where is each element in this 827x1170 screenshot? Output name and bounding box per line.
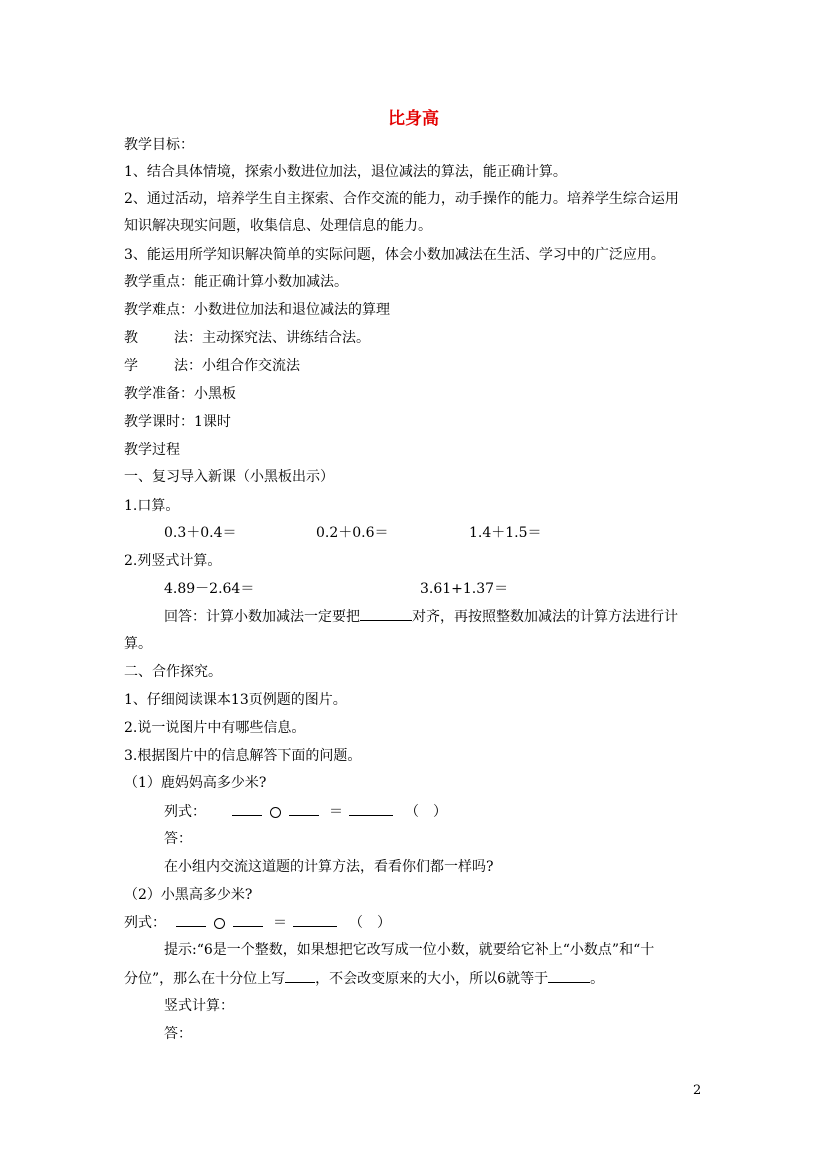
answer-text-b: 对齐，再按照整数加减法的计算方法进行计 [412,609,678,625]
key-point: 教学重点：能正确计算小数加减法。 [124,274,348,290]
difficulty: 教学难点：小数进位加法和退位减法的算理 [124,302,390,318]
formula-blank-2[interactable] [289,801,319,816]
teach-method-row [124,328,370,348]
teach-label: 教 [124,330,138,346]
formula-blank-1[interactable] [232,801,262,816]
vertical-item-2: 3.61+1.37＝ [420,581,509,597]
question-2: （2）小黑高多少米? [124,887,253,903]
formula-result-blank[interactable] [293,912,337,927]
goal-2-line-2: 知识解决现实问题，收集信息、处理信息的能力。 [124,218,432,234]
goals-heading: 教学目标： [124,137,194,153]
hint-text-2: ，不会改变原来的大小，所以6就等于 [315,971,549,987]
tenths-blank[interactable] [285,968,315,983]
answer-line-1 [164,606,678,627]
formula-label: 列式： [124,915,166,931]
answer-text-a: 回答：计算小数加减法一定要把 [164,609,360,625]
hint-line-2 [124,968,604,989]
equals-sign: ＝ [273,915,287,931]
step-2: 2.说一说图片中有哪些信息。 [124,720,306,736]
unit-paren-close: ） [377,915,391,931]
hint-text-3: 。 [590,971,605,987]
learn-label: 学 [124,358,138,374]
preparation: 教学准备：小黑板 [124,386,236,402]
formula-label: 列式： [164,804,206,820]
discussion-prompt: 在小组内交流这道题的计算方法，看看你们都一样吗? [164,859,494,875]
goal-1: 1、结合具体情境，探索小数进位加法，退位减法的算法，能正确计算。 [124,164,567,180]
question-1-formula [164,801,447,822]
vertical-calc-label: 竖式计算： [164,998,234,1014]
learn-method-row [124,356,300,376]
equals-sign: ＝ [329,804,343,820]
unit-paren-open: （ [405,804,419,820]
section-1-heading: 一、复习导入新课（小黑板出示） [124,469,334,485]
goal-3: 3、能运用所学知识解决简单的实际问题，体会小数加减法在生活、学习中的广泛应用。 [124,247,665,263]
formula-blank-2[interactable] [233,912,263,927]
hint-line-1: 提示:“6是一个整数，如果想把它改写成一位小数，就要给它补上“小数点”和“十 [164,942,655,958]
goal-2-line-1: 2、通过活动，培养学生自主探索、合作交流的能力，动手操作的能力。培养学生综合运用 [124,191,679,207]
vertical-item-1: 4.89－2.64＝ [164,581,255,597]
vertical-heading: 2.列竖式计算。 [124,553,222,569]
question-1-answer: 答： [164,831,192,847]
learn-method: 法：小组合作交流法 [174,358,300,374]
teach-method: 法：主动探究法、讲练结合法。 [174,330,370,346]
question-2-formula [124,912,391,933]
oral-heading: 1.口算。 [124,498,180,514]
document-title: 比身高 [388,109,439,129]
equals-blank[interactable] [548,968,590,983]
question-1: （1）鹿妈妈高多少米? [124,775,267,791]
unit-paren-close: ） [433,804,447,820]
oral-item-1: 0.3＋0.4＝ [164,525,237,541]
operator-circle[interactable] [270,807,281,818]
step-1: 1、仔细阅读课本13页例题的图片。 [124,692,347,708]
page-number: 2 [693,1083,702,1098]
step-3: 3.根据图片中的信息解答下面的问题。 [124,748,362,764]
oral-item-3: 1.4＋1.5＝ [469,525,542,541]
formula-result-blank[interactable] [349,801,393,816]
unit-paren-open: （ [349,915,363,931]
hint-text-1: 分位”，那么在十分位上写 [124,971,286,987]
section-2-heading: 二、合作探究。 [124,664,222,680]
question-2-answer: 答： [164,1026,192,1042]
answer-line-2: 算。 [124,636,152,652]
operator-circle[interactable] [214,918,225,929]
class-hours: 教学课时：1课时 [124,414,231,430]
formula-blank-1[interactable] [176,912,206,927]
oral-item-2: 0.2＋0.6＝ [316,525,389,541]
answer-blank[interactable] [360,606,412,621]
process-heading: 教学过程 [124,442,180,458]
